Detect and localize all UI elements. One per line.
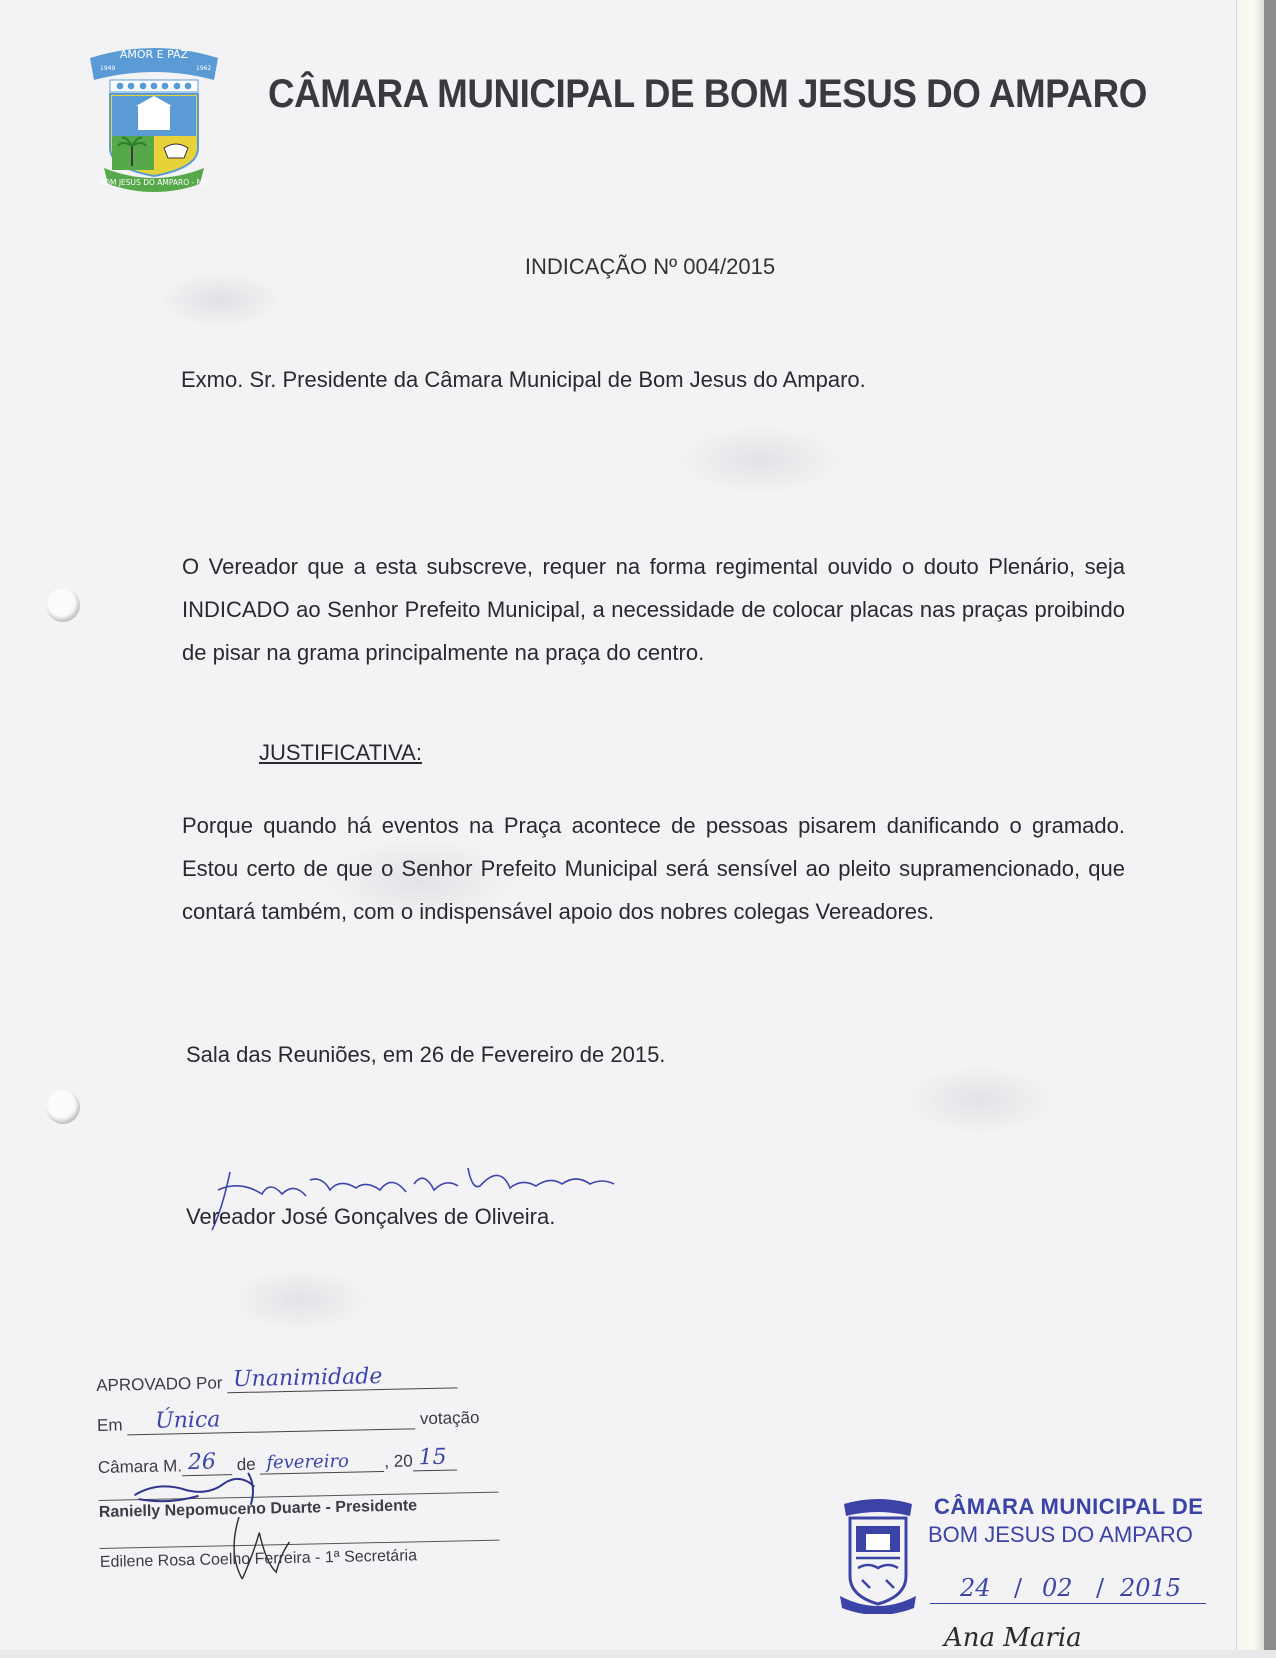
svg-text:AMOR E PAZ: AMOR E PAZ [119, 48, 189, 61]
voting-value: Única [154, 1407, 221, 1434]
punch-hole [46, 1090, 80, 1124]
approval-month: fevereiro [266, 1450, 350, 1474]
stamp-signature [934, 1608, 1134, 1658]
stamp-date-day: 24 [960, 1574, 991, 1602]
secretary-signature [219, 1512, 300, 1584]
svg-text:1962: 1962 [196, 65, 212, 72]
approval-block [96, 1364, 536, 1571]
approved-by-row [96, 1364, 457, 1396]
punch-hole [46, 588, 80, 622]
salutation: Exmo. Sr. Presidente da Câmara Municipal de Bom Jesus do Amparo. [181, 367, 866, 392]
stamp-line-2: BOM JESUS DO AMPARO [928, 1522, 1193, 1547]
justification-heading: JUSTIFICATIVA: [259, 740, 422, 765]
justification-paragraph: Porque quando há eventos na Praça acontece de pessoas pisarem danificando o gramado. Estou certo de que o Senhor Prefeito Municipal será sensível ao pleito supramencionado, que contará também, com o indispensável apoio dos nobres colegas Vereadores. [182, 813, 1125, 924]
chamber-label: Câmara M. [97, 1456, 183, 1477]
document-heading: INDICAÇÃO Nº 004/2015 [524, 254, 776, 279]
svg-text:BOM JESUS DO AMPARO - MG: BOM JESUS DO AMPARO - MG [99, 178, 209, 187]
voting-label: votação [419, 1407, 480, 1429]
signatory-name: Vereador José Gonçalves de Oliveira. [186, 1204, 556, 1229]
in-label: Em [96, 1415, 123, 1435]
page-edge [1236, 0, 1265, 1650]
voting-row [97, 1408, 480, 1436]
svg-text:1949: 1949 [100, 65, 116, 72]
president-name: Ranielly Nepomuceno Duarte - Presidente [98, 1497, 418, 1521]
stamp-date: 24 / 02 / 2015 [930, 1568, 1210, 1608]
request-paragraph: O Vereador que a esta subscreve, requer na forma regimental ouvido o douto Plenário, seja INDICADO ao Senhor Prefeito Municipal, a necessidade de colocar placas nas praças proibindo de pisar na grama principalmente na praça do centro. [182, 554, 1125, 665]
year-prefix: , 20 [384, 1451, 413, 1471]
chamber-title: CÂMARA MUNICIPAL DE BOM JESUS DO AMPARO [268, 72, 1147, 116]
of-label: de [236, 1454, 256, 1475]
secretary-name: Edilene Rosa Coelho Ferreira - 1ª Secretária [99, 1547, 418, 1571]
approved-by-value: Unanimidade [232, 1364, 383, 1393]
svg-text:Ana Maria: Ana Maria [944, 1623, 1082, 1653]
stamp-date-month: 02 [1042, 1574, 1073, 1602]
stamp-line-1: CÂMARA MUNICIPAL DE [934, 1494, 1204, 1519]
receipt-stamp [838, 1490, 1218, 1653]
approval-day: 26 [187, 1449, 217, 1476]
approved-by-label: APROVADO Por [96, 1373, 223, 1395]
stamp-emblem [838, 1496, 918, 1614]
municipal-crest-logo [86, 36, 222, 196]
stamp-date-year: 2015 [1120, 1574, 1182, 1602]
scan-border [1264, 0, 1276, 1650]
place-date: Sala das Reuniões, em 26 de Fevereiro de 2015. [186, 1042, 666, 1067]
approval-year: 15 [418, 1444, 447, 1471]
